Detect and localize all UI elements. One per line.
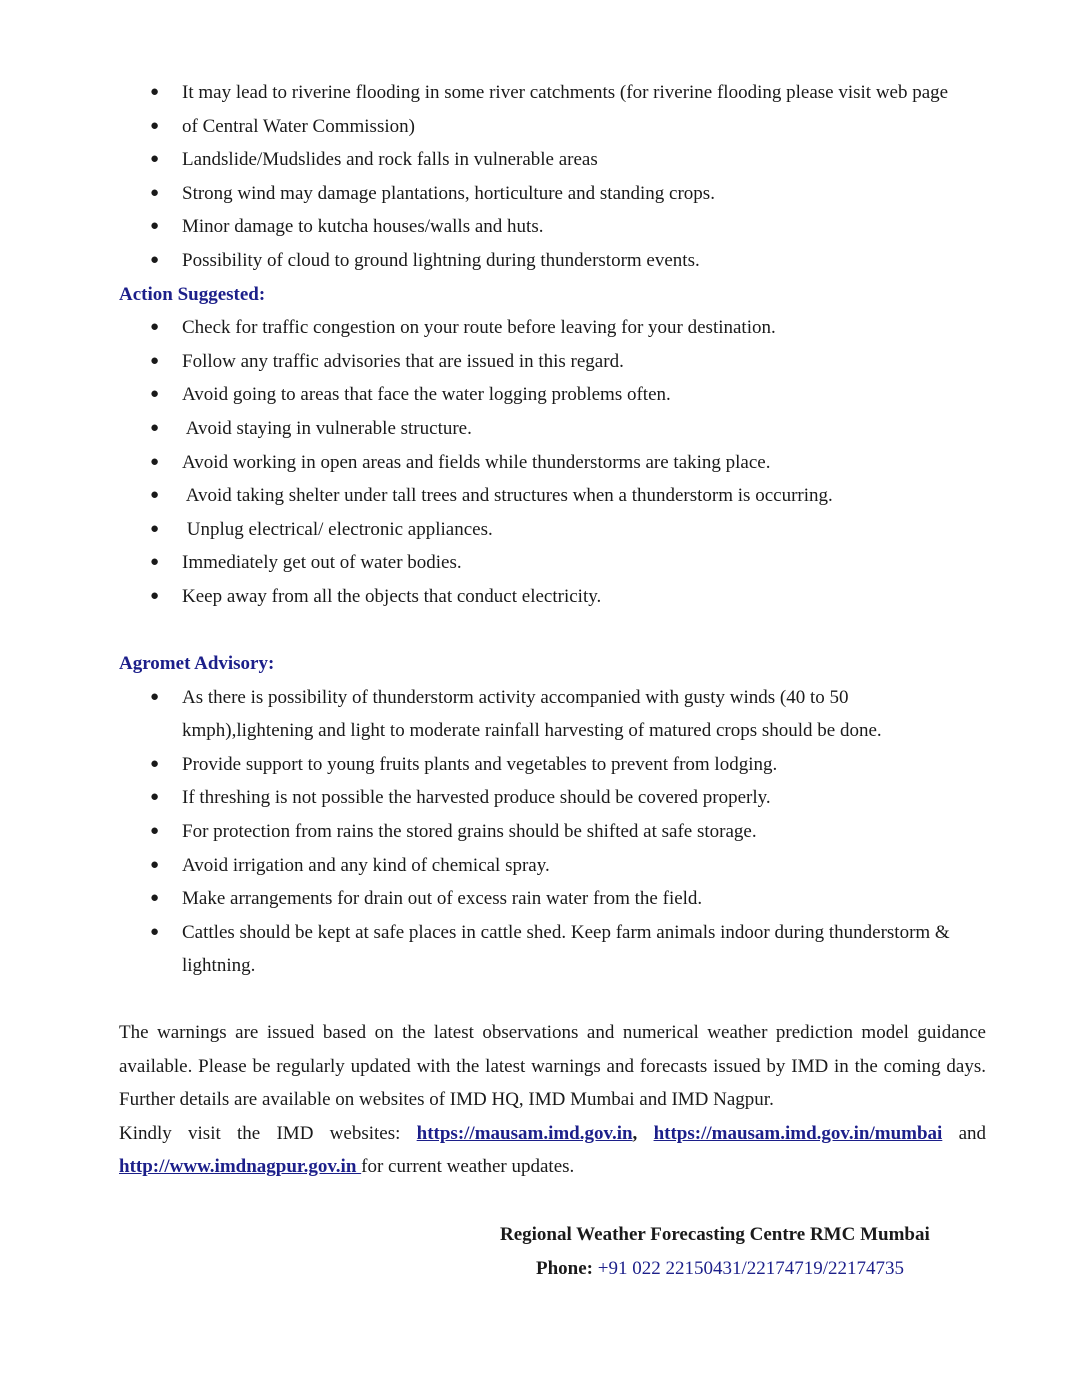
phone-number: +91 022 22150431/22174719/22174735 <box>597 1258 905 1279</box>
list-item: ● Cattles should be kept at safe places in cattle shed. Keep farm animals indoor during thunderstorm & lightning. <box>0 916 1080 983</box>
list-item: ● Avoid working in open areas and fields while thunderstorms are taking place. <box>0 446 1080 480</box>
list-item: ● Unplug electrical/ electronic appliances. <box>0 513 1080 547</box>
imd-hq-link[interactable]: https://mausam.imd.gov.in <box>416 1122 633 1144</box>
list-item: ● Check for traffic congestion on your route before leaving for your destination. <box>0 311 1080 345</box>
bullet-icon: ● <box>150 184 160 201</box>
bullet-icon: ● <box>150 453 160 470</box>
list-item: ● If threshing is not possible the harvested produce should be covered properly. <box>0 781 1080 815</box>
bullet-icon: ● <box>150 688 160 705</box>
bullet-icon: ● <box>150 789 160 806</box>
websites-line: Kindly visit the IMD websites: https://mausam.imd.gov.in, https://mausam.imd.gov.in/mumbai and http://www.imdnagpur.gov.in for current weather updates. <box>119 1122 986 1178</box>
bullet-icon: ● <box>150 251 160 268</box>
bullet-icon: ● <box>150 554 160 571</box>
phone-label: Phone: <box>536 1258 593 1279</box>
bullet-icon: ● <box>150 151 160 168</box>
list-item: ● As there is possibility of thunderstorm activity accompanied with gusty winds (40 to 50 kmph),lightening and light to moderate rainfall harvesting of matured crops should be done. <box>0 681 1080 748</box>
impacts-list <box>0 76 1080 278</box>
imd-nagpur-link[interactable]: http://www.imdnagpur.gov.in <box>119 1156 362 1178</box>
agromet-advisory-heading: Agromet Advisory: <box>119 653 275 674</box>
list-item: ● For protection from rains the stored grains should be shifted at safe storage. <box>0 815 1080 849</box>
agromet-list <box>0 681 1080 983</box>
organization-name: Regional Weather Forecasting Centre RMC Mumbai <box>500 1224 930 1245</box>
list-item: ● of Central Water Commission) <box>0 110 1080 144</box>
bullet-icon: ● <box>150 755 160 772</box>
list-item: ● It may lead to riverine flooding in some river catchments (for riverine flooding please visit web page <box>0 76 1080 110</box>
list-item: ● Avoid irrigation and any kind of chemical spray. <box>0 849 1080 883</box>
list-item: ● Avoid going to areas that face the water logging problems often. <box>0 378 1080 412</box>
bullet-icon: ● <box>150 218 160 235</box>
bullet-icon: ● <box>150 822 160 839</box>
action-list <box>0 311 1080 613</box>
imd-mumbai-link[interactable]: https://mausam.imd.gov.in/mumbai <box>653 1122 943 1144</box>
bullet-icon: ● <box>150 520 160 537</box>
list-item: ● Strong wind may damage plantations, horticulture and standing crops. <box>0 177 1080 211</box>
list-item: ● Avoid staying in vulnerable structure. <box>0 412 1080 446</box>
bullet-icon: ● <box>150 117 160 134</box>
bullet-icon: ● <box>150 319 160 336</box>
action-suggested-heading: Action Suggested: <box>119 283 266 305</box>
agromet-section <box>0 647 1080 983</box>
list-item: ● Possibility of cloud to ground lightning during thunderstorm events. <box>0 244 1080 278</box>
bullet-icon: ● <box>150 487 160 504</box>
bullet-icon: ● <box>150 923 160 940</box>
bullet-icon: ● <box>150 856 160 873</box>
bullet-icon: ● <box>150 386 160 403</box>
bullet-icon: ● <box>150 419 160 436</box>
impacts-section <box>0 76 1080 614</box>
list-item: ● Landslide/Mudslides and rock falls in vulnerable areas <box>0 143 1080 177</box>
bullet-icon: ● <box>150 352 160 369</box>
list-item: ● Avoid taking shelter under tall trees and structures when a thunderstorm is occurring. <box>0 479 1080 513</box>
list-item: ● Follow any traffic advisories that are issued in this regard. <box>0 345 1080 379</box>
bullet-icon: ● <box>150 84 160 100</box>
list-item: ● Keep away from all the objects that conduct electricity. <box>0 580 1080 614</box>
bullet-icon: ● <box>150 890 160 907</box>
list-item: ● Minor damage to kutcha houses/walls and huts. <box>0 210 1080 244</box>
bullet-icon: ● <box>150 587 160 604</box>
list-item: ● Make arrangements for drain out of excess rain water from the field. <box>0 882 1080 916</box>
phone-line <box>536 1252 904 1286</box>
list-item: ● Immediately get out of water bodies. <box>0 546 1080 580</box>
footer-paragraph <box>119 1016 986 1184</box>
list-item: ● Provide support to young fruits plants and vegetables to prevent from lodging. <box>0 748 1080 782</box>
warning-note: The warnings are issued based on the latest observations and numerical weather prediction model guidance available. Please be regularly updated with the latest warnings and forecasts issued by IMD in the coming days. Further details are available on websites of IMD HQ, IMD Mumbai and IMD Nagpur. <box>119 1022 986 1111</box>
